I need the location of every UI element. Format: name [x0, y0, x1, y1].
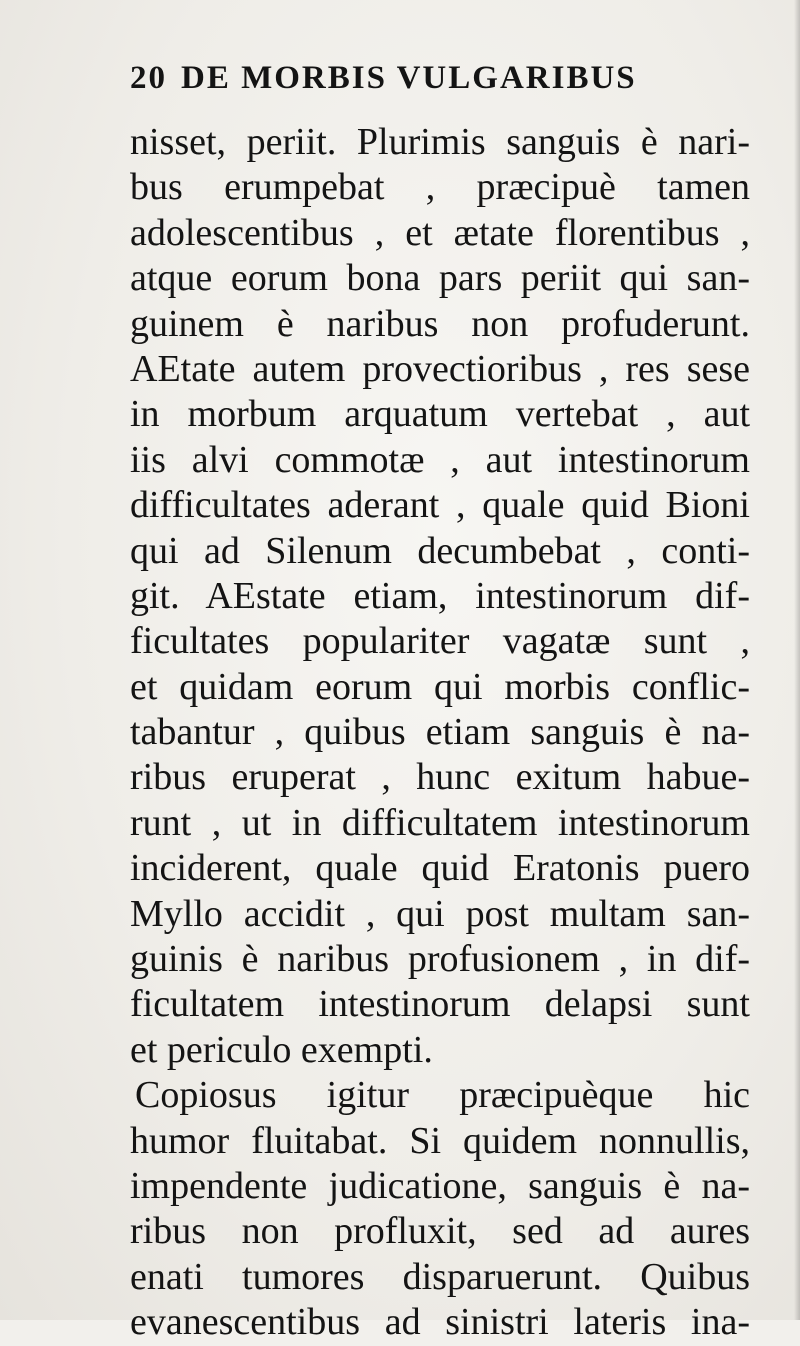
text-line: ribus non profluxit, sed ad aures [130, 1210, 750, 1253]
text-line: tabantur , quibus etiam sanguis è na- [130, 711, 750, 754]
text-line: nisset, periit. Plurimis sanguis è nari- [130, 121, 750, 163]
text-line: difficultates aderant , quale quid Bioni [130, 484, 750, 527]
text-line: ficultates populariter vagatæ sunt , [130, 620, 750, 663]
text-line: et quidam eorum qui morbis conflic- [130, 665, 750, 708]
text-line: in morbum arquatum vertebat , aut [130, 393, 750, 436]
text-line: git. AEstate etiam, intestinorum dif- [130, 574, 750, 617]
text-line: atque eorum bona pars periit qui san- [130, 257, 750, 300]
text-line: impendente judicatione, sanguis è na- [130, 1164, 750, 1207]
paragraph-start-line: Copiosus igitur præcipuèque hic [135, 1074, 750, 1117]
text-line: guinis è naribus profusionem , in dif- [130, 938, 750, 981]
running-head [130, 60, 690, 110]
text-line: qui ad Silenum decumbebat , conti- [130, 529, 750, 572]
text-line: AEtate autem provectioribus , res sese [130, 347, 750, 390]
text-line: bus erumpebat , præcipuè tamen [130, 166, 750, 209]
text-line: ficultatem intestinorum delapsi sunt [130, 983, 750, 1026]
page-edge [794, 0, 800, 1320]
text-line: runt , ut in difficultatem intestinorum [130, 801, 750, 844]
text-line: ribus eruperat , hunc exitum habue- [130, 756, 750, 799]
text-line: humor fluitabat. Si quidem nonnullis, [130, 1119, 750, 1162]
text-line: iis alvi commotæ , aut intestinorum [130, 438, 750, 481]
text-line: inciderent, quale quid Eratonis puero [130, 847, 750, 890]
text-line: evanescentibus ad sinistri lateris ina- [130, 1301, 750, 1344]
body-text [130, 120, 750, 1346]
page-number: 20 [130, 60, 167, 96]
running-title: DE MORBIS VULGARIBUS [181, 60, 637, 96]
text-line: Myllo accidit , qui post multam san- [130, 892, 750, 935]
text-line: adolescentibus , et ætate florentibus , [130, 211, 750, 254]
paragraph-end-line: et periculo exempti. [130, 1028, 433, 1071]
text-line: enati tumores disparuerunt. Quibus [130, 1255, 750, 1298]
text-line: guinem è naribus non profuderunt. [130, 302, 750, 345]
